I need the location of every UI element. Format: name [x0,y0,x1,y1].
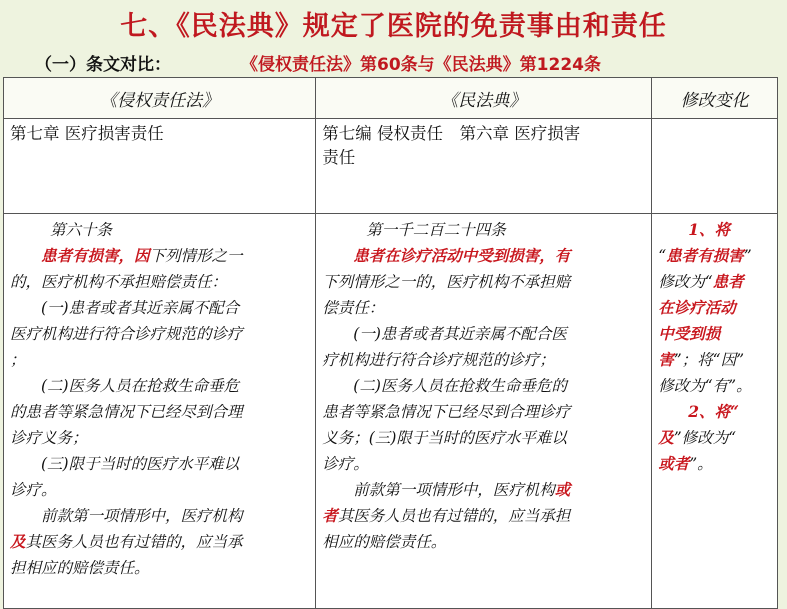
subheading-articles: 《侵权责任法》第60条与《民法典》第1224条 [241,55,601,75]
text: (一)患者或者其近亲属不配合医 [353,325,567,343]
text: 诊疗。 [10,481,57,499]
highlight-text: 患者有损害，因 [41,246,150,265]
chapter-middle [316,119,652,214]
text: 医疗机构进行符合诊疗规范的诊疗 [10,325,243,343]
text: (一)患者或者其近亲属不配合 [41,299,240,317]
body-row [4,214,778,609]
text: ” [743,247,752,265]
header-changes: 修改变化 [652,78,778,119]
subheading [35,50,601,75]
civil-code-article [316,214,652,609]
change-number-1: 1、将 [688,220,731,239]
chapter-middle-line2: 责任 [322,148,356,167]
text: 义务；(三)限于当时的医疗水平难以 [322,429,567,447]
subheading-label: （一）条文对比： [35,55,171,75]
text: 前款第一项情形中，医疗机构 [41,507,243,525]
highlight-text: 及 [10,532,26,551]
chapter-middle-line1: 第七编 侵权责任 第六章 医疗损害 [322,124,581,143]
page-title: 七、《民法典》规定了医院的免责事由和责任 [120,11,667,42]
text: 担相应的赔偿责任。 [10,559,150,577]
article-number: 第六十条 [50,221,113,239]
article-number: 第一千二百二十四条 [366,221,506,239]
text: ”修改为“ [673,429,737,447]
highlight-text: 及 [658,428,674,447]
text: 其医务人员也有过错的，应当承 [25,533,243,551]
text: 相应的赔偿责任。 [322,533,447,551]
text: ”；将“因” [673,351,745,369]
highlight-text: 或者 [658,454,690,473]
text: 其医务人员也有过错的，应当承担 [337,507,571,525]
highlight-text: 在诊疗活动 [658,298,736,317]
text: 的，医疗机构不承担赔偿责任： [10,273,228,291]
changes-cell [652,214,778,609]
tort-law-article [4,214,316,609]
comparison-table [3,77,778,609]
text: ”。 [689,455,713,473]
change-number-2: 2、将“ [688,402,739,421]
text: 疗机构进行符合诊疗规范的诊疗； [322,351,555,369]
text: (三)限于当时的医疗水平难以 [41,455,240,473]
text: 偿责任： [322,299,385,317]
text: 患者等紧急情况下已经尽到合理诊疗 [322,403,571,421]
header-row [4,78,778,119]
text: 的患者等紧急情况下已经尽到合理 [10,403,243,421]
text: 诊疗义务； [10,429,88,447]
text: 下列情形之一的，医疗机构不承担赔 [322,273,571,291]
highlight-text: 者 [322,506,338,525]
text: (二)医务人员在抢救生命垂危的 [353,377,567,395]
chapter-changes [652,119,778,214]
text: 下列情形之一 [149,247,243,265]
text: 前款第一项情形中，医疗机构 [353,481,555,499]
chapter-row [4,119,778,214]
text: 修改为“有”。 [658,377,752,395]
text: (二)医务人员在抢救生命垂危 [41,377,240,395]
text: ； [10,351,26,369]
chapter-left: 第七章 医疗损害责任 [4,119,316,214]
highlight-text: 害 [658,350,674,369]
header-civil-code: 《民法典》 [316,78,652,119]
highlight-text: 患者 [712,272,744,291]
text: 修改为“ [658,273,713,291]
highlight-text: 患者有损害 [666,246,744,265]
header-tort-law: 《侵权责任法》 [4,78,316,119]
highlight-text: 患者在诊疗活动中受到损害，有 [353,246,571,265]
highlight-text: 中受到损 [658,324,721,343]
text: “ [658,247,667,265]
text: 诊疗。 [322,455,369,473]
highlight-text: 或 [554,480,571,499]
